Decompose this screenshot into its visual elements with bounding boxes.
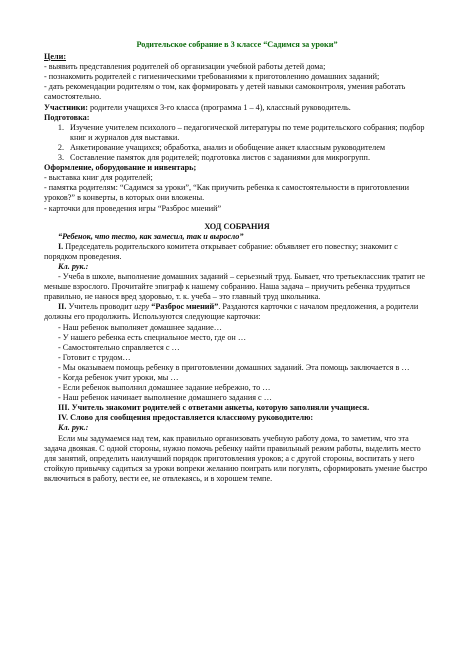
section-4-text: Слово для сообщения предоставляется классному руководителю: — [68, 413, 314, 423]
goals-label: Цели: — [44, 52, 67, 62]
section-1 — [44, 242, 430, 262]
card-item: - У нашего ребенка есть специальное место, где он … — [58, 332, 247, 342]
prep-item — [44, 123, 430, 143]
epigraph: “Ребенок, что тесто, как замесил, так и выросло” — [58, 231, 244, 241]
speaker-label: Кл. рук.: — [58, 423, 89, 433]
section-1-text: Председатель родительского комитета открывает собрание: объявляет его повестку; знакомит с порядком проведения. — [44, 241, 398, 261]
equipment-item: - выставка книг для родителей; — [44, 173, 153, 183]
goal-item: - выявить представления родителей об организации учебной работы детей дома; — [44, 62, 326, 72]
section-2-number: II. — [58, 302, 67, 312]
prep-item-number: 3. — [57, 153, 64, 163]
card-item: - Когда ребенок учит уроки, мы … — [58, 373, 179, 382]
goal-item: - познакомить родителей с гигиеническими требованиями к приготовлению домашних заданий; — [44, 72, 380, 82]
section-2-game-name: “Разброс мнений” — [149, 302, 219, 312]
participants-line — [44, 103, 430, 113]
final-speech: Если мы задумаемся над тем, как правильно организовать учебную работу дома, то заметим, что эта задача двоякая. С одной стороны, нужно помочь ребенку найти правильный режим работы, выделить место для занятий, определить наилучший порядок приготовления уроков; а с другой стороны, воспитать у него стойкую привычку садиться за уроки вопреки желанию поиграть или погулять, сформировать умение быстро включиться в работу, вести ее, не отвлекаясь, и в хорошем темпе. — [44, 433, 428, 483]
section-3-number: III. — [58, 403, 70, 413]
section-2 — [44, 302, 430, 322]
prep-item-text: Изучение учителем психолого – педагогической литературы по теме родительского собрания; подбор книг и журналов для выставки. — [70, 122, 425, 142]
spacer — [44, 214, 430, 222]
prep-item — [44, 153, 430, 163]
card-item: - Наш ребенок выполняет домашнее задание… — [58, 322, 222, 332]
card-item: - Наш ребенок начинает выполнение домашнего задания с … — [58, 393, 272, 403]
section-1-speech: - Учеба в школе, выполнение домашних заданий – серьезный труд. Бывает, что третьеклассник тратит не меньше взрослого. Прочитайте эпиграф к нашему собранию. Наша задача – приучить ребенка трудиться правильно, не нанося вред здоровью, т. к. учеба – это главный труд школьника. — [44, 272, 425, 302]
section-2-game: игру — [134, 302, 150, 312]
section-3-text: Учитель знакомит родителей с ответами анкеты, которую заполняли учащиеся. — [69, 403, 370, 413]
course-heading: ХОД СОБРАНИЯ — [204, 221, 270, 231]
section-2-post: . Раздаются карточки с началом предложения, а родители должны его продолжить. Используются следующие карточки: — [44, 302, 419, 322]
participants-label: Участники: — [44, 102, 88, 112]
prep-list — [44, 123, 430, 163]
section-3 — [44, 403, 430, 413]
prep-item-text: Составление памяток для родителей; подготовка листов с заданиями для микрогрупп. — [70, 153, 370, 163]
equipment-label: Оформление, оборудование и инвентарь; — [44, 163, 197, 173]
card-item: - Мы оказываем помощь ребенку в приготовлении домашних заданий. Эта помощь заключается в … — [58, 362, 410, 372]
section-4-number: IV. — [58, 413, 69, 423]
prep-item-text: Анкетирование учащихся; обработка, анализ и обобщение анкет классным руководителем — [70, 142, 386, 152]
prep-item — [44, 143, 430, 153]
section-4 — [44, 413, 430, 423]
equipment-item: - карточки для проведения игры “Разброс мнений” — [44, 203, 222, 213]
document-title: Родительское собрание в 3 классе “Садимся за уроки” — [136, 40, 338, 49]
section-1-number: I. — [58, 241, 64, 251]
goal-item: - дать рекомендации родителям о том, как формировать у детей навыки самоконтроля, умения работать самостоятельно. — [44, 82, 406, 102]
section-2-pre: Учитель проводит — [66, 302, 135, 312]
participants-text: родители учащихся 3-го класса (программа 1 – 4), классный руководитель. — [87, 102, 351, 112]
prep-label: Подготовка: — [44, 112, 90, 122]
prep-item-number: 1. — [57, 122, 64, 132]
prep-item-number: 2. — [57, 142, 64, 152]
card-item: - Готовит с трудом… — [58, 352, 131, 362]
card-item: - Если ребенок выполнил домашнее задание небрежно, то … — [58, 383, 271, 393]
speaker-label: Кл. рук.: — [58, 261, 89, 271]
card-item: - Самостоятельно справляется с … — [58, 342, 180, 352]
equipment-item: - памятка родителям: “Садимся за уроки”, “Как приучить ребенка к самостоятельности в приготовлении уроков?” в конверты, в которых они вложены. — [44, 183, 410, 203]
